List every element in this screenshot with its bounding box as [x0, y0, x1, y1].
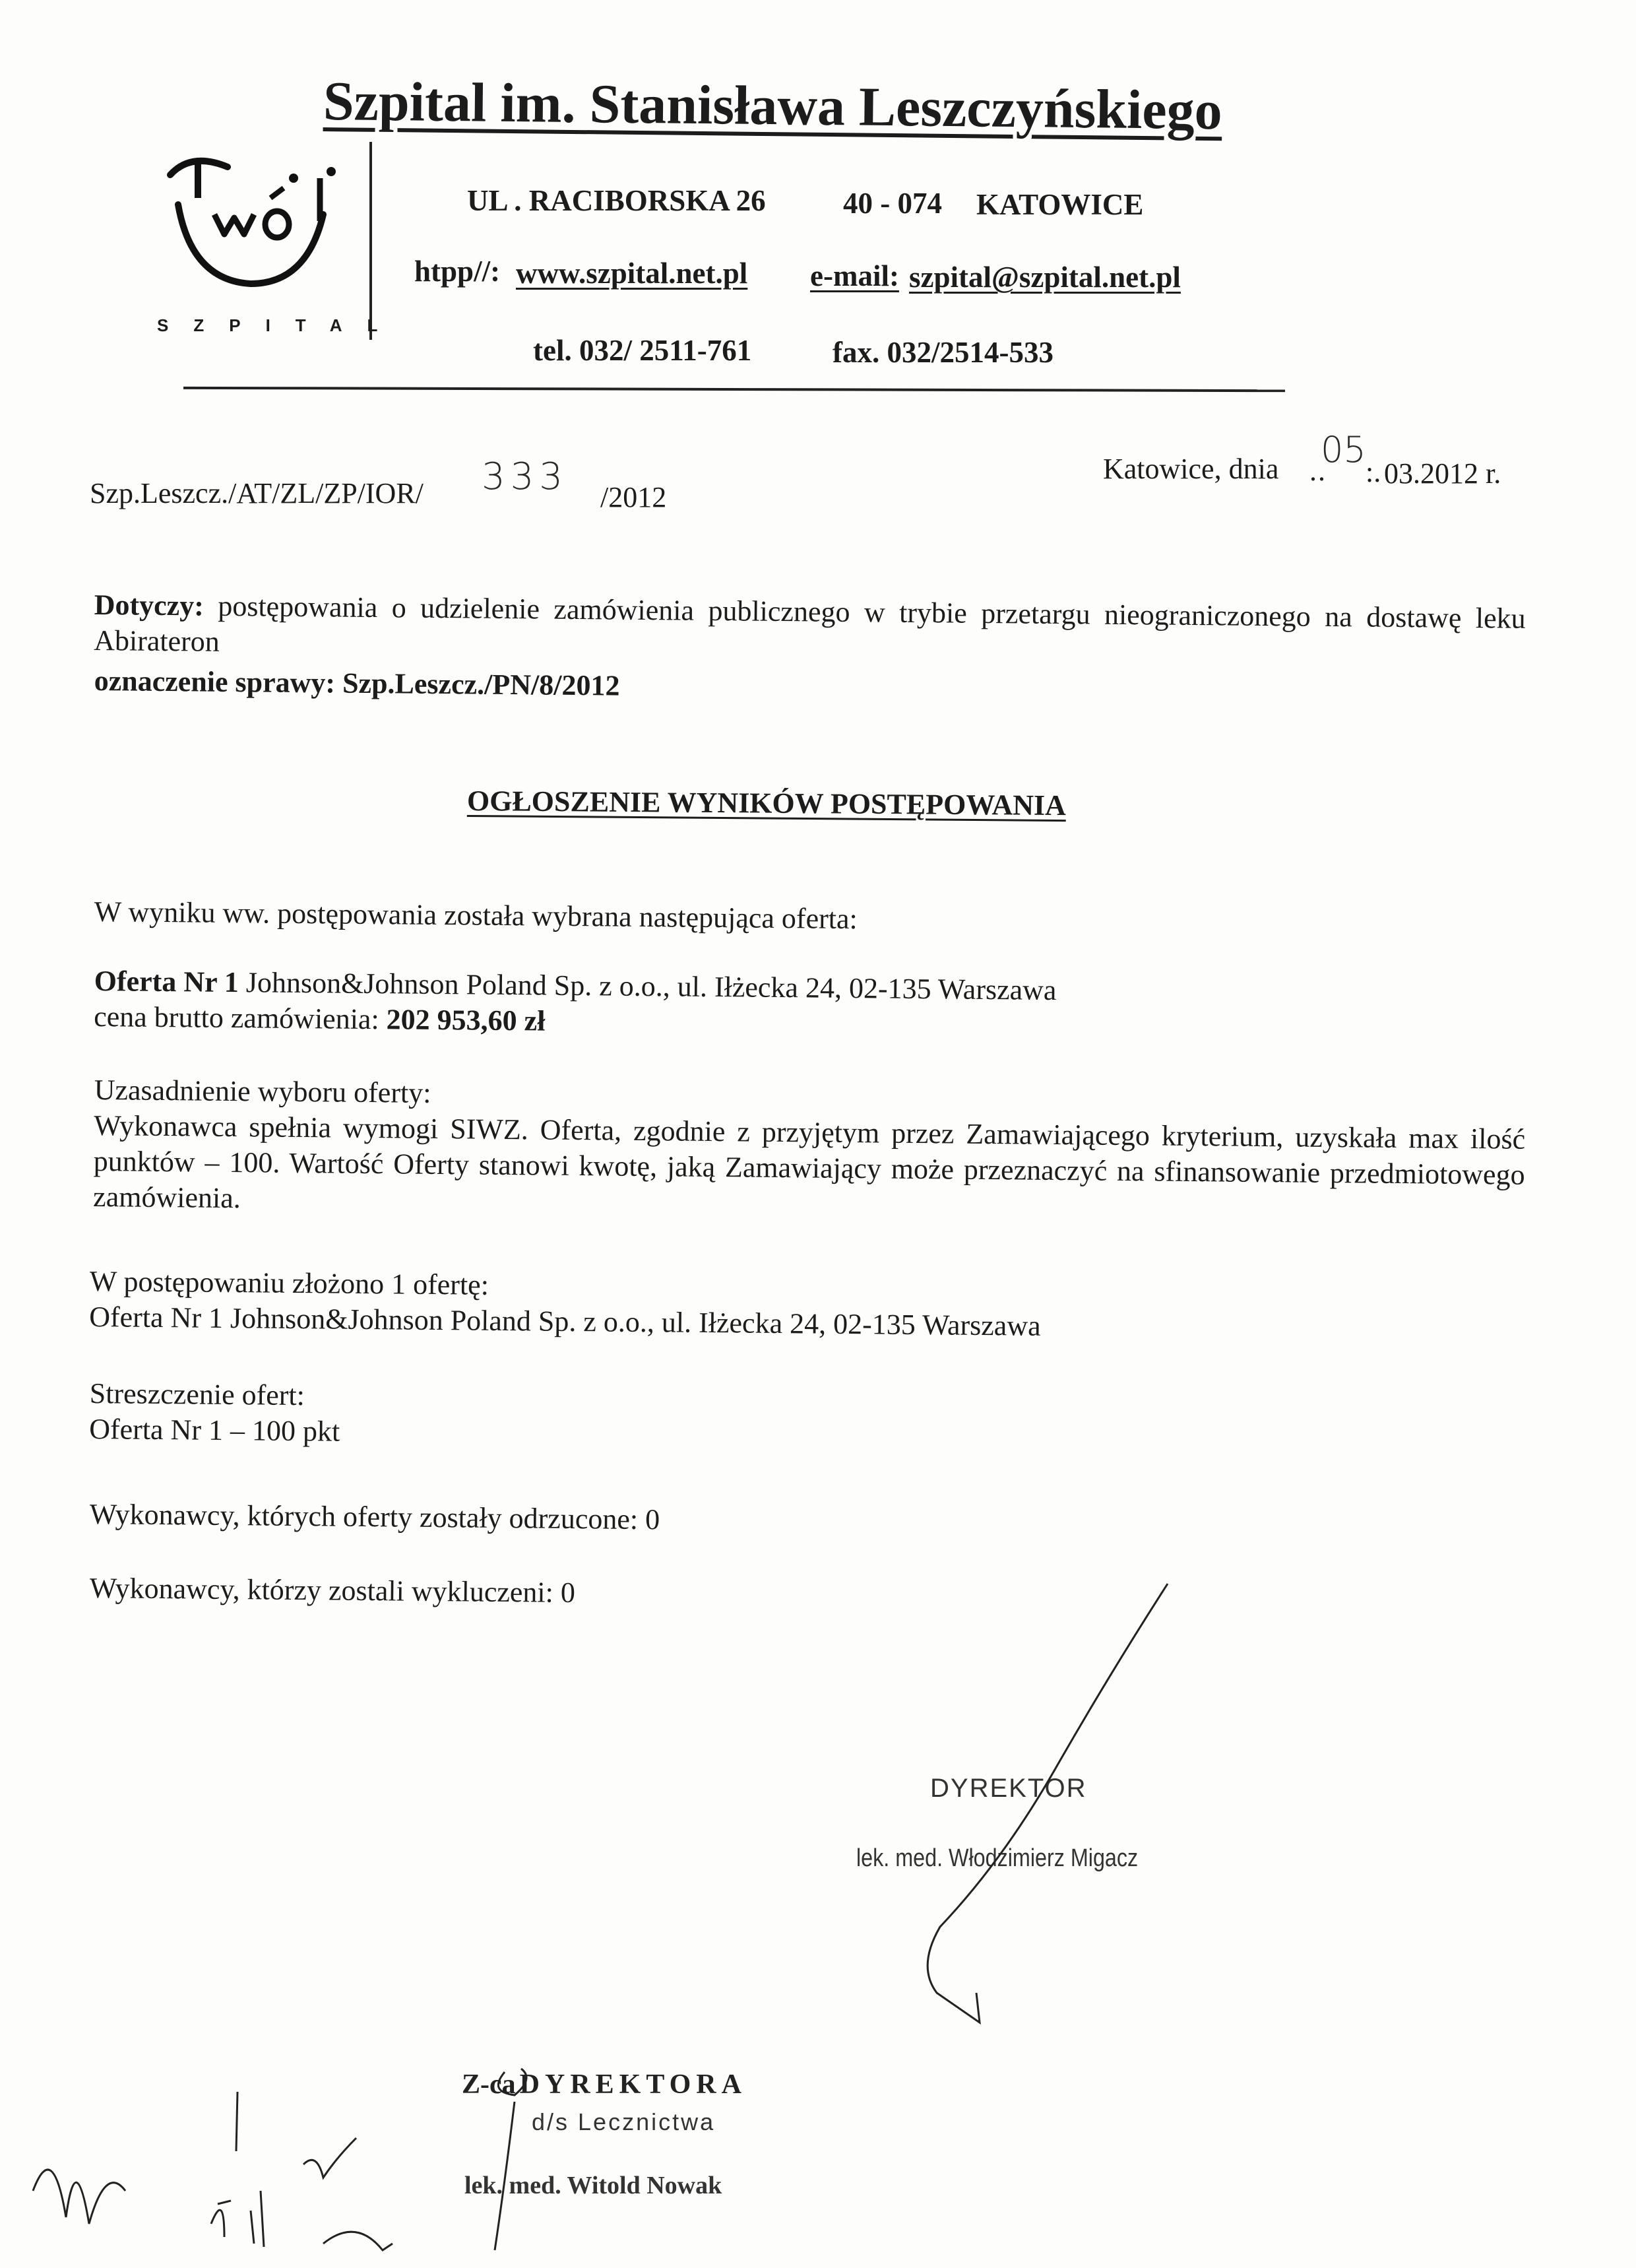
deputy-signature-icon [449, 2052, 620, 2263]
city: KATOWICE [976, 188, 1144, 221]
director-stamp-title: DYREKTOR [930, 1774, 1087, 1803]
postal-code: 40 - 074 [843, 187, 942, 220]
reference-year: /2012 [600, 481, 667, 513]
justification-text: Wykonawca spełnia wymogi SIWZ. Oferta, zgodnie z przyjętym przez Zamawiającego kryterium, uzyskała max ilość punktów – 100. Wartość Oferty stanowi kwotę, jaką Zamawiający może przeznaczyć na sfinansowanie przedmiotowego zamówienia. [92, 1109, 1526, 1215]
date-handwritten-day: 05 [1321, 429, 1366, 470]
director-signature-icon [910, 1571, 1187, 2032]
website-link[interactable]: www.szpital.net.pl [516, 257, 748, 290]
rejected-line: Wykonawcy, których oferty zostały odrzucone: 0 [89, 1498, 660, 1536]
case-number: Szp.Leszcz./PN/8/2012 [342, 666, 620, 702]
submitted-offers [89, 1264, 1475, 1348]
email-link[interactable]: szpital@szpital.net.pl [909, 261, 1181, 294]
date-dots-before: .. [1309, 455, 1327, 487]
hospital-name: Szpital im. Stanisława Leszczyńskiego [323, 71, 1223, 142]
offer-summary [89, 1376, 340, 1450]
www-prefix: htpp//: [414, 255, 501, 288]
subject-text: postępowania o udzielenie zamówienia publicznego w trybie przetargu nieograniczonego na dostawę leku Abirateron [93, 589, 1526, 658]
director-stamp-name: lek. med. Włodzimierz Migacz [856, 1844, 1139, 1872]
summary-text: Oferta Nr 1 – 100 pkt [88, 1412, 340, 1448]
email-label: e-mail: [810, 259, 899, 292]
justification-label: Uzasadnienie wyboru oferty: [94, 1073, 431, 1109]
deputy-title-main: DYREKTORA [519, 2069, 747, 2100]
logo-caption: SZPITAL [157, 315, 403, 335]
subject-paragraph [94, 587, 1526, 672]
header-divider [183, 387, 1285, 392]
deputy-stamp-department: d/s Lecznictwa [532, 2108, 716, 2135]
deputy-stamp-name: lek. med. Witold Nowak [464, 2172, 722, 2199]
date-dots-after: :. [1366, 456, 1381, 488]
reference-prefix: Szp.Leszcz./AT/ZL/ZP/IOR/ [90, 477, 424, 509]
offer-text: Johnson&Johnson Poland Sp. z o.o., ul. Iłżecka 24, 02-135 Warszawa [245, 966, 1057, 1007]
selected-offer [94, 963, 1480, 1048]
telephone: tel. 032/ 2511-761 [533, 334, 752, 367]
summary-label: Streszczenie ofert: [89, 1377, 305, 1412]
submitted-label: W postępowaniu złożono 1 ofertę: [89, 1264, 489, 1301]
fax: fax. 032/2514-533 [833, 336, 1054, 369]
justification [93, 1072, 1526, 1229]
date-rest: 03.2012 r. [1384, 457, 1501, 490]
offer-label: Oferta Nr 1 [94, 964, 239, 999]
subject-label: Dotyczy: [94, 588, 204, 622]
hospital-logo [152, 142, 372, 340]
case-line [94, 663, 619, 704]
price-value: 202 953,60 zł [386, 1003, 546, 1037]
excluded-line: Wykonawcy, którzy zostali wykluczeni: 0 [89, 1572, 576, 1609]
intro-text: W wyniku ww. postępowania została wybrana następująca oferta: [94, 895, 858, 936]
page-title: OGŁOSZENIE WYNIKÓW POSTĘPOWANIA [466, 785, 1067, 822]
handwritten-initials-icon [13, 2059, 435, 2257]
logo-smile-icon [152, 142, 350, 313]
date-prefix: Katowice, dnia [1103, 453, 1279, 485]
price-label: cena brutto zamówienia: [93, 1000, 379, 1036]
deputy-title-prefix: Z-ca [462, 2069, 516, 2100]
submitted-offer: Oferta Nr 1 Johnson&Johnson Poland Sp. z o.o., ul. Iłżecka 24, 02-135 Warszawa [88, 1300, 1041, 1342]
case-label: oznaczenie sprawy: [94, 664, 336, 699]
reference-handwritten-number: 333 [482, 455, 568, 498]
address: UL . RACIBORSKA 26 [467, 184, 766, 217]
